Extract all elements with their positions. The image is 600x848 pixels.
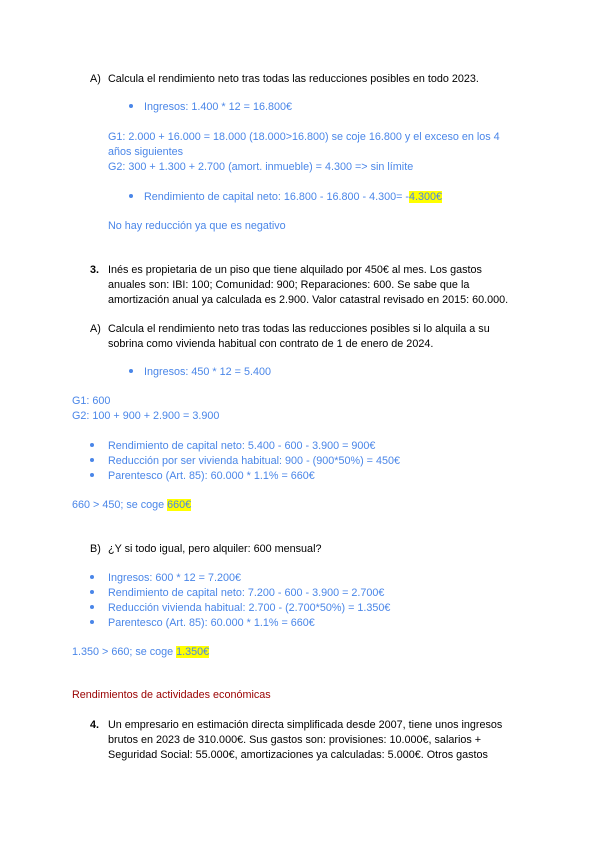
income-line: Ingresos: 450 * 12 = 5.400 xyxy=(144,366,271,378)
g2-line: G2: 300 + 1.300 + 2.700 (amort. inmueble) = 4.300 => sin límite xyxy=(108,161,414,173)
bullet-icon xyxy=(129,194,133,198)
result-line xyxy=(72,645,209,660)
section-a-marker: A) xyxy=(90,73,101,85)
section-3b-marker: B) xyxy=(90,543,101,555)
list-item xyxy=(129,100,133,115)
bullet-icon xyxy=(90,473,94,477)
list-item xyxy=(90,454,94,469)
section-3a-line-2: sobrina como vivienda habitual con contrato de 1 de enero de 2024. xyxy=(108,338,434,350)
highlighted-result: 4.300€ xyxy=(409,191,443,203)
list-item xyxy=(129,190,133,205)
question-number: 3. xyxy=(90,264,100,276)
list-item xyxy=(129,365,133,380)
list-item-text: Parentesco (Art. 85): 60.000 * 1.1% = 660€ xyxy=(108,617,315,629)
list-item-text: Reducción por ser vivienda habitual: 900 - (900*50%) = 450€ xyxy=(108,455,401,467)
result-text: 660 > 450; se coge xyxy=(72,499,168,511)
bullet-icon xyxy=(90,443,94,447)
section-a-question: Calcula el rendimiento neto tras todas las reducciones posibles en todo 2023. xyxy=(108,73,479,85)
g1-line-continued: años siguientes xyxy=(108,146,184,158)
list-item xyxy=(90,469,94,484)
question-4-line-3: Seguridad Social: 55.000€, amortizaciones ya calculadas: 5.000€. Otros gastos xyxy=(108,749,488,761)
bullet-icon xyxy=(129,369,133,373)
net-yield-text: Rendimiento de capital neto: 16.800 - 16.800 - 4.300= - xyxy=(144,191,410,203)
list-item xyxy=(90,571,94,586)
question-number: 4. xyxy=(90,719,100,731)
highlighted-result: 660€ xyxy=(167,499,192,511)
list-item-text: Parentesco (Art. 85): 60.000 * 1.1% = 660€ xyxy=(108,470,315,482)
g1-line: G1: 600 xyxy=(72,395,111,407)
question-4-line-2: brutos en 2023 de 310.000€. Sus gastos son: provisiones: 10.000€, salarios + xyxy=(108,734,482,746)
question-3-line-2: anuales son: IBI: 100; Comunidad: 900; Reparaciones: 600. Se sabe que la xyxy=(108,279,470,291)
list-item-text: Rendimiento de capital neto: 7.200 - 600 - 3.900 = 2.700€ xyxy=(108,587,385,599)
list-item-text: Ingresos: 600 * 12 = 7.200€ xyxy=(108,572,241,584)
question-4-line-1: Un empresario en estimación directa simplificada desde 2007, tiene unos ingresos xyxy=(108,719,503,731)
section-3a-marker: A) xyxy=(90,323,101,335)
section-3b-question: ¿Y si todo igual, pero alquiler: 600 mensual? xyxy=(108,543,322,555)
list-item-text: Reducción vivienda habitual: 2.700 - (2.700*50%) = 1.350€ xyxy=(108,602,391,614)
bullet-icon xyxy=(129,104,133,108)
net-yield-line xyxy=(144,190,442,205)
highlighted-result: 1.350€ xyxy=(176,646,210,658)
list-item xyxy=(90,439,94,454)
section-3a-line-1: Calcula el rendimiento neto tras todas las reducciones posibles si lo alquila a su xyxy=(108,323,490,335)
question-3-line-3: amortización anual ya calculada es 2.900. Valor catastral revisado en 2015: 60.000. xyxy=(108,294,509,306)
result-text: 1.350 > 660; se coge xyxy=(72,646,177,658)
list-item xyxy=(90,586,94,601)
list-item xyxy=(90,601,94,616)
income-line: Ingresos: 1.400 * 12 = 16.800€ xyxy=(144,101,292,113)
bullet-icon xyxy=(90,575,94,579)
g1-line: G1: 2.000 + 16.000 = 18.000 (18.000>16.800) se coje 16.800 y el exceso en los 4 xyxy=(108,131,500,143)
bullet-icon xyxy=(90,590,94,594)
bullet-icon xyxy=(90,605,94,609)
g2-line: G2: 100 + 900 + 2.900 = 3.900 xyxy=(72,410,220,422)
section-heading: Rendimientos de actividades económicas xyxy=(72,689,271,701)
no-reduction-note: No hay reducción ya que es negativo xyxy=(108,220,286,232)
result-line xyxy=(72,498,191,513)
question-3-line-1: Inés es propietaria de un piso que tiene alquilado por 450€ al mes. Los gastos xyxy=(108,264,482,276)
list-item-text: Rendimiento de capital neto: 5.400 - 600 - 3.900 = 900€ xyxy=(108,440,376,452)
list-item xyxy=(90,616,94,631)
bullet-icon xyxy=(90,458,94,462)
bullet-icon xyxy=(90,620,94,624)
